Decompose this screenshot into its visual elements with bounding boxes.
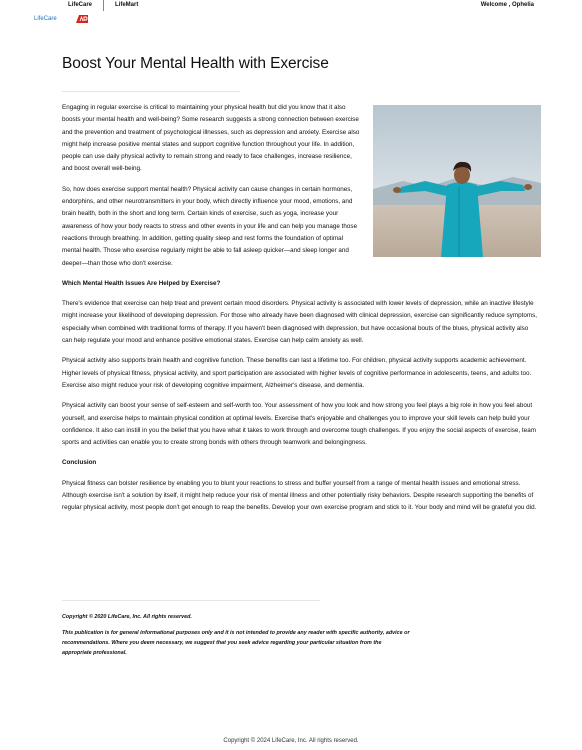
article-copyright: Copyright © 2020 LifeCare, Inc. All rights reserved. — [62, 614, 192, 620]
welcome-text: Welcome , Ophelia — [480, 2, 534, 8]
adp-logo — [74, 14, 90, 24]
intro-paragraph-1: Engaging in regular exercise is critical to maintaining your physical health but did you know that it also boosts your mental health and well-being? Some research suggests a strong connection between exercise and the prevention and treatment of psychological illnesses, such as depression and anxiety. Exercise also might help increase positive mental states and support cognitive function throughout your life. In addition, people can use daily physical activity to remain strong and ready to face challenges, increase resilience, and boost overall well-being. — [62, 104, 360, 173]
page-footer-copyright: Copyright © 2024 LifeCare, Inc. All rights reserved. — [223, 738, 359, 744]
nav-divider — [103, 0, 104, 11]
section-paragraph-2: Physical activity also supports brain health and cognitive function. These benefits can last a lifetime too. For children, physical activity supports academic achievement. Higher levels of physical fitness, physical activity, and sport participation are associated with higher levels of cognitive performance in adolescents, teens, and adults too. Exercise also might reduce your risk of developing cognitive impairment, Alzheimer's disease, and dementia. — [62, 357, 532, 389]
nav-link-lifecare[interactable]: LifeCare — [68, 2, 93, 8]
article-disclaimer: This publication is for general informational purposes only and it is not intended to provide any reader with specific authority, advice or recommendations. Where you deem necessary, we suggest that you seek advice regarding your particular situation from the appropriate professional. — [62, 630, 410, 656]
footer-divider — [62, 600, 320, 601]
intro-paragraph-2: So, how does exercise support mental health? Physical activity can cause changes in certain hormones, endorphins, and other neurotransmitters in your body, which directly influence your mood, emotions, and brain health, both in the short and long term. Certain kinds of exercise, such as yoga, increase your awareness of how your body reacts to stress and other events in your life and can help you manage those reactions through breathing. In addition, getting quality sleep and rest forms the foundation of optimal mental health. Those who exercise regularly might be able to fall asleep quicker—and sleep longer and deeper—than those who don't exercise. — [62, 185, 358, 267]
conclusion-paragraph: Physical fitness can bolster resilience by enabling you to blunt your reactions to stress and buffer yourself from a range of mental health issues and emotional stress. Although exercise isn't a solution by itself, it might help reduce your risk of mental illness and other potentially risky behaviors. Despite research supporting the benefits of regular physical activity, most people don't get enough to reap the benefits. Develop your own exercise program and stick to it. Your body and mind will be grateful you did. — [62, 479, 537, 512]
article-body — [62, 102, 540, 523]
section-paragraph-3: Physical activity can boost your sense of self-esteem and self-worth too. Your assessment of how you look and how strong you feel plays a big role in how you feel about yourself, and exercise helps to maintain physical condition at optimal levels. Exercise that's enjoyable and challenges you to improve your skill levels can help build your confidence. It also can instill in you the belief that you have what it takes to work through and overcome tough challenges. If you enjoy the social aspects of exercise, team sports and activities can enable you to create strong bonds with others through teamwork and belongingness. — [62, 402, 536, 447]
title-divider — [62, 91, 240, 92]
conclusion-heading: Conclusion — [62, 459, 97, 467]
section-heading: Which Mental Health Issues Are Helped by Exercise? — [62, 279, 221, 287]
top-bar — [0, 0, 582, 12]
article-title: Boost Your Mental Health with Exercise — [62, 55, 329, 72]
nav-link-lifemart[interactable]: LifeMart — [115, 2, 139, 8]
section-paragraph-1: There's evidence that exercise can help treat and prevent certain mood disorders. Physical activity is associated with lower levels of depression, while an inactive lifestyle might increase your likelihood of developing depression. For those who already have been diagnosed with clinical depression, exercise can significantly reduce symptoms, especially when combined with traditional forms of therapy. If you haven't been diagnosed with depression, but have occasional bouts of the blues, physical activity also can help regulate your mood and enhance positive emotional states. Exercise can help calm anxiety as well. — [62, 300, 537, 345]
lifecare-logo[interactable]: LifeCare — [34, 16, 57, 22]
